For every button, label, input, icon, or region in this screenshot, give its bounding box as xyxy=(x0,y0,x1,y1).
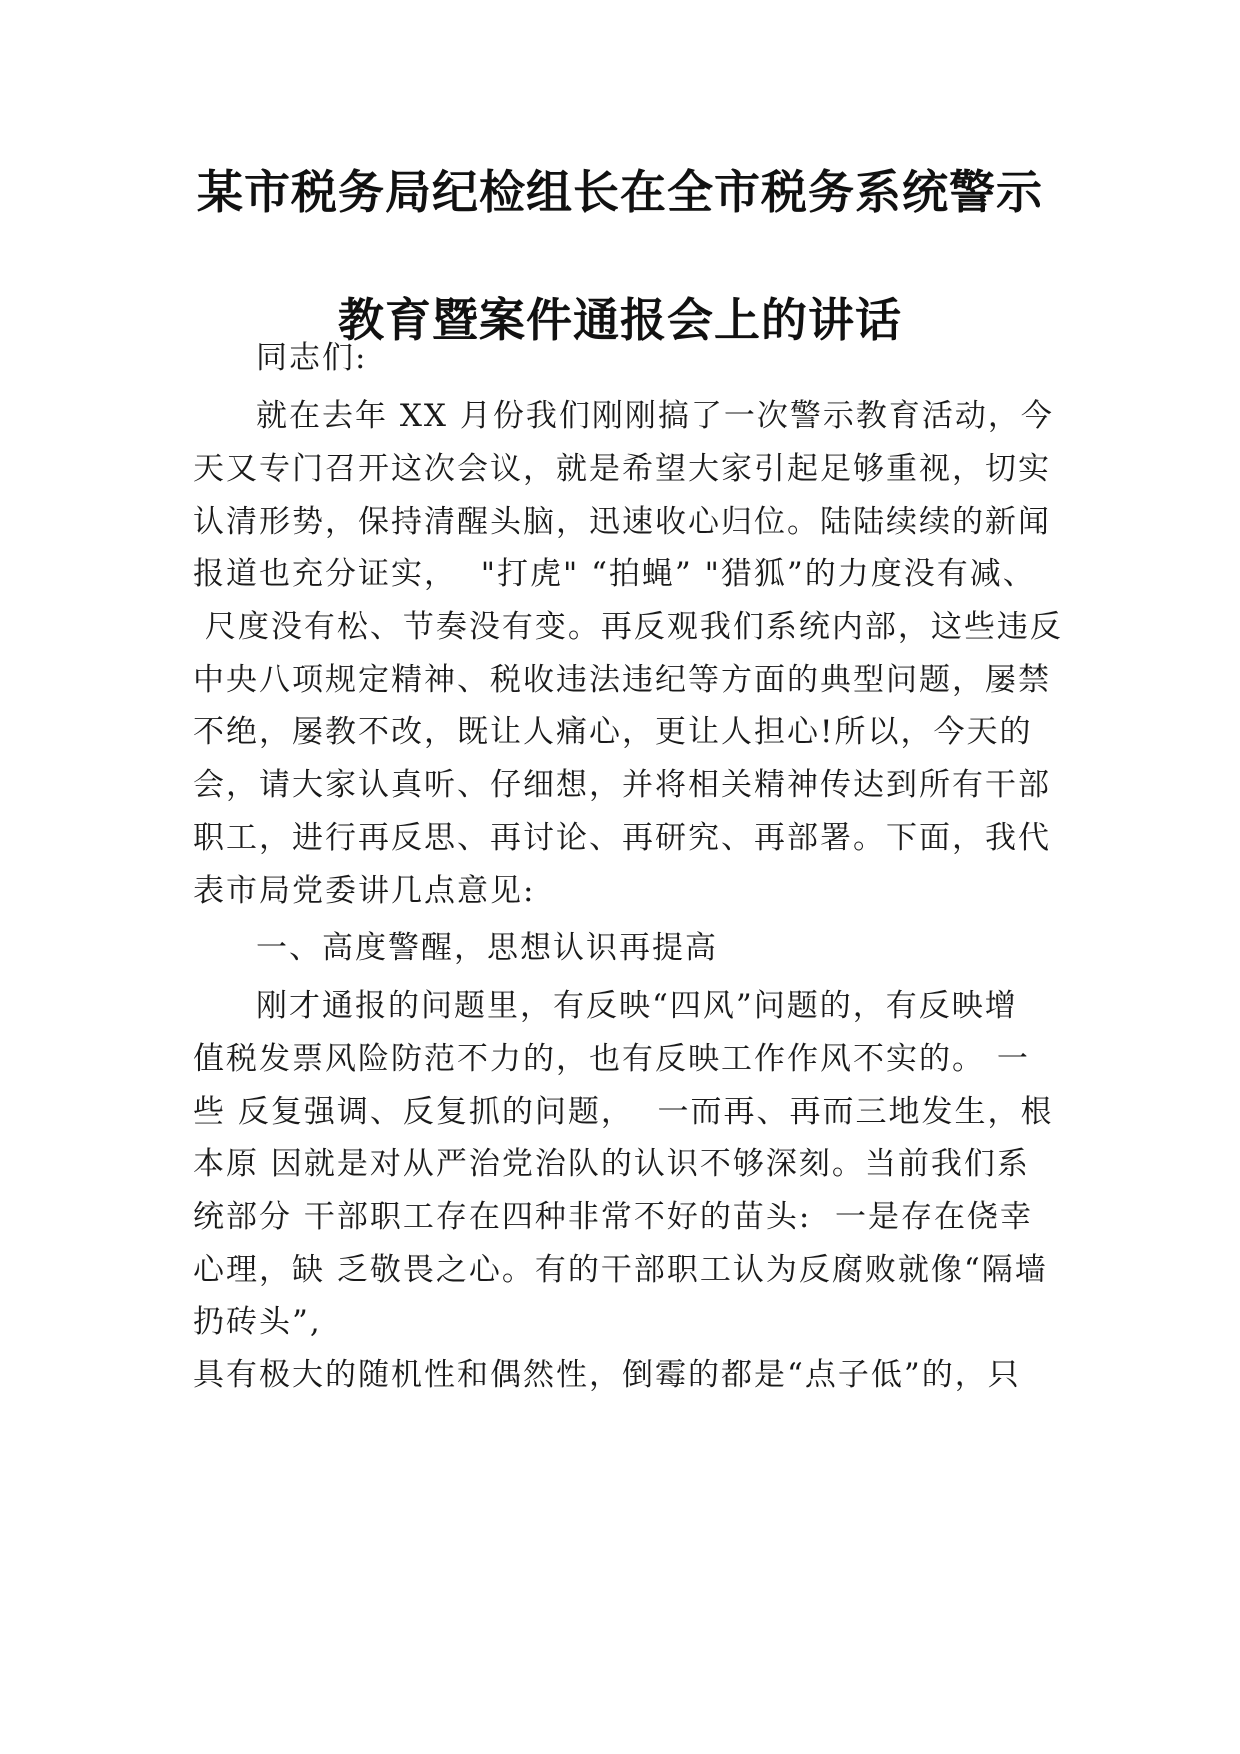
document-title-line-2: 教育暨案件通报会上的讲话 xyxy=(338,293,902,347)
document-title-line-1: 某市税务局纪检组长在全市税务系统警示 xyxy=(197,165,1043,219)
body-line: 认清形势，保持清醒头脑，迅速收心归位。陆陆续续的新闻 xyxy=(193,504,1051,540)
body-line: 统部分 干部职工存在四种非常不好的苗头: 一是存在侥幸 xyxy=(193,1199,1034,1235)
body-line: 刚才通报的问题里，有反映“四风”问题的，有反映增 xyxy=(256,988,1018,1024)
salutation: 同志们: xyxy=(256,340,368,376)
body-line: 扔砖头”, xyxy=(193,1304,322,1340)
body-line: 会，请大家认真听、仔细想，并将相关精神传达到所有干部 xyxy=(193,767,1051,803)
section-heading: 一、高度警醒，思想认识再提高 xyxy=(256,930,718,966)
body-line: 天又专门召开这次会议，就是希望大家引起足够重视，切实 xyxy=(193,451,1051,487)
body-line: 职工，进行再反思、再讨论、再研究、再部署。下面，我代 xyxy=(193,820,1051,856)
body-line: 本原 因就是对从严治党治队的认识不够深刻。当前我们系 xyxy=(193,1146,1030,1182)
body-line: 值税发票风险防范不力的，也有反映工作作风不实的。 一 xyxy=(193,1041,1030,1077)
body-line: 具有极大的随机性和偶然性，倒霉的都是“点子低”的，只 xyxy=(193,1357,1021,1393)
body-line: 报道也充分证实， "打虎" “拍蝇” "猎狐”的力度没有减、 xyxy=(193,556,1036,592)
body-line: 尺度没有松、节奏没有变。再反观我们系统内部，这些违反 xyxy=(193,609,1063,645)
body-line: 不绝，屡教不改，既让人痛心，更让人担心!所以，今天的 xyxy=(193,714,1033,750)
body-line: 就在去年 XX 月份我们刚刚搞了一次警示教育活动，今 xyxy=(256,398,1054,434)
body-line: 中央八项规定精神、税收违法违纪等方面的典型问题，屡禁 xyxy=(193,662,1051,698)
body-line: 些 反复强调、反复抓的问题， 一而再、再而三地发生，根 xyxy=(193,1094,1054,1130)
body-line: 心理，缺 乏敬畏之心。有的干部职工认为反腐败就像“隔墙 xyxy=(193,1252,1048,1288)
body-line: 表市局党委讲几点意见: xyxy=(193,873,536,909)
